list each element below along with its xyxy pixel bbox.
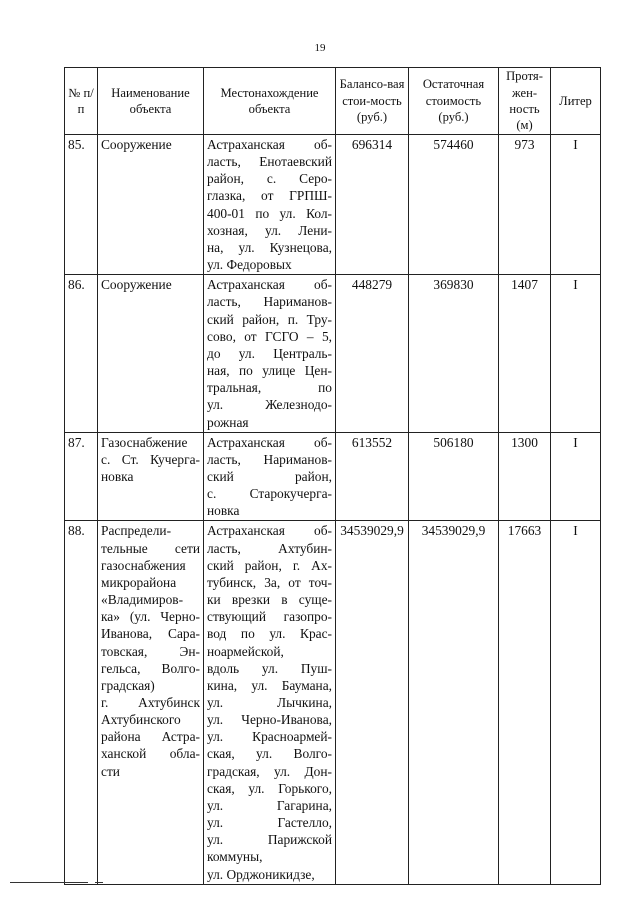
object-location-line: ул. Красноармей- (207, 729, 332, 745)
object-location-line: ласть, Енотаевский (207, 154, 332, 170)
balance-value: 696314 (336, 135, 409, 275)
object-name-line: микрорайона (101, 574, 177, 590)
object-location-line: ноармейской, (207, 643, 284, 659)
object-location-line: коммуны, (207, 849, 263, 865)
row-number: 86. (65, 275, 98, 432)
object-location-line: до ул. Централь- (207, 345, 332, 361)
residual-value: 369830 (409, 275, 499, 432)
row-number: 87. (65, 432, 98, 521)
object-location-line: глазка, от ГРПШ- (207, 188, 332, 204)
object-location-line: Астраханская об- (207, 277, 332, 293)
object-location-line: ул. Гагарина, (207, 797, 332, 813)
object-location-line: кина, ул. Баумана, (207, 677, 332, 693)
property-table (64, 67, 601, 885)
object-name-line: Распредели- (101, 523, 172, 539)
object-location-line: ская, ул. Волго- (207, 746, 332, 762)
object-location-line: ский район, г. Ах- (207, 557, 332, 573)
object-location-line: ул. Орджоникидзе, (207, 866, 315, 882)
header-liter: Литер (551, 68, 601, 135)
object-location (204, 135, 336, 275)
header-num: № п/п (65, 68, 98, 135)
object-name-line: тельные сети (101, 540, 200, 556)
object-location-line: ласть, Нариманов- (207, 451, 332, 467)
object-location-line: ул. Лычкина, (207, 695, 332, 710)
object-name-line: ханской обла- (101, 746, 200, 762)
object-location (204, 432, 336, 521)
balance-value: 34539029,9 (336, 521, 409, 884)
object-location-line: район, с. Серо- (207, 171, 332, 187)
object-name-line: с. Ст. Кучерга- (101, 451, 200, 467)
object-location-line: градская, ул. Дон- (207, 763, 332, 779)
table-row (65, 135, 601, 275)
object-name-line: Сооружение (101, 137, 172, 152)
object-name-line: Иванова, Сара- (101, 626, 200, 642)
length-value: 17663 (499, 521, 551, 884)
object-location-line: рожная (207, 414, 249, 430)
object-name-line: газоснабжения (101, 557, 186, 573)
object-name-line: Газоснабжение (101, 434, 188, 450)
object-location-line: ул. Черно-Иванова, (207, 712, 332, 728)
liter-value: I (551, 432, 601, 521)
header-location: Местонахождение объекта (204, 68, 336, 135)
table-row (65, 275, 601, 432)
header-length: Протя-жен-ность (м) (499, 68, 551, 135)
object-location-line: Астраханская об- (207, 523, 332, 539)
header-balance: Балансо-вая стои-мость (руб.) (336, 68, 409, 135)
header-residual: Остаточная стоимость (руб.) (409, 68, 499, 135)
object-location (204, 275, 336, 432)
object-location-line: ул. Федоровых (207, 257, 292, 273)
object-location-line: с. Старокучерга- (207, 486, 332, 502)
object-location (204, 521, 336, 884)
liter-value: I (551, 135, 601, 275)
object-name (98, 432, 204, 521)
object-location-line: 400-01 по ул. Кол- (207, 205, 332, 221)
row-number: 88. (65, 521, 98, 884)
object-name-line: новка (101, 468, 134, 484)
balance-value: 613552 (336, 432, 409, 521)
header-name: Наименование объекта (98, 68, 204, 135)
object-location-line: ская, ул. Горького, (207, 780, 332, 796)
object-location-line: ная, по улице Цен- (207, 363, 332, 379)
length-value: 973 (499, 135, 551, 275)
object-name (98, 275, 204, 432)
object-name-line: Ахтубинского (101, 712, 181, 728)
liter-value: I (551, 275, 601, 432)
object-name (98, 521, 204, 884)
table-header-row (65, 68, 601, 135)
object-name-line: градская) (101, 677, 155, 693)
residual-value: 506180 (409, 432, 499, 521)
object-name (98, 135, 204, 275)
object-name-line: Сооружение (101, 277, 172, 293)
object-location-line: ул. Железнодо- (207, 397, 332, 413)
object-location-line: ул. Гастелло, (207, 815, 332, 831)
object-location-line: ствующий газопро- (207, 609, 332, 625)
object-location-line: ласть, Ахтубин- (207, 540, 332, 556)
liter-value: I (551, 521, 601, 884)
object-location-line: ул. Парижской (207, 832, 332, 848)
length-value: 1300 (499, 432, 551, 521)
object-name-line: района Астра- (101, 729, 200, 745)
object-location-line: тральная, по (207, 380, 332, 396)
object-location-line: ский район, п. Тру- (207, 311, 332, 327)
object-name-line: ка» (ул. Черно- (101, 609, 200, 625)
object-location-line: ский район, (207, 468, 332, 484)
table-row (65, 432, 601, 521)
object-location-line: Астраханская об- (207, 137, 332, 152)
object-name-line: товская, Эн- (101, 643, 200, 659)
object-location-line: на, ул. Кузнецова, (207, 239, 332, 255)
object-name-line: гельса, Волго- (101, 660, 200, 676)
object-name-line: «Владимиров- (101, 592, 184, 608)
balance-value: 448279 (336, 275, 409, 432)
object-location-line: вдоль ул. Пуш- (207, 660, 332, 676)
object-location-line: Астраханская об- (207, 434, 332, 450)
object-location-line: хозная, ул. Лени- (207, 222, 332, 238)
row-number: 85. (65, 135, 98, 275)
residual-value: 574460 (409, 135, 499, 275)
table-row (65, 521, 601, 884)
object-location-line: ки врезки в суще- (207, 592, 332, 608)
object-name-line: сти (101, 763, 120, 779)
object-location-line: вод по ул. Крас- (207, 626, 332, 642)
residual-value: 34539029,9 (409, 521, 499, 884)
object-location-line: новка (207, 503, 240, 519)
length-value: 1407 (499, 275, 551, 432)
object-location-line: ласть, Нариманов- (207, 294, 332, 310)
object-location-line: сово, от ГСГО – 5, (207, 328, 332, 344)
page-number: 19 (314, 42, 326, 54)
object-name-line: г. Ахтубинск (101, 695, 200, 710)
object-location-line: тубинск, 3а, от точ- (207, 574, 332, 590)
